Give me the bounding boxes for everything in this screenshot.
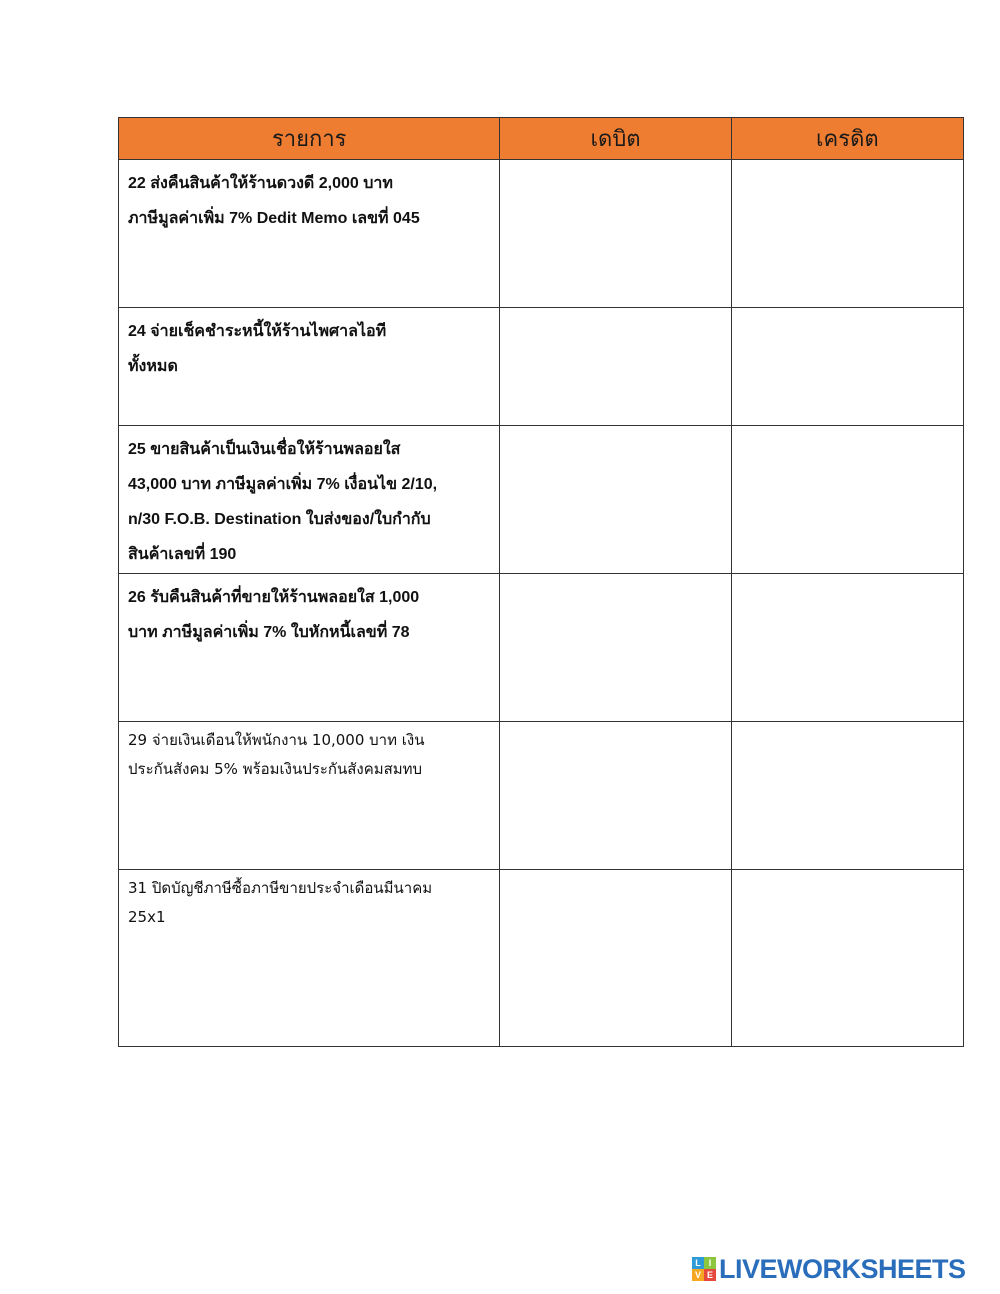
transaction-description <box>119 722 500 870</box>
brand-name: LIVEWORKSHEETS <box>719 1253 966 1284</box>
table-row <box>119 722 964 870</box>
description-line: 26 รับคืนสินค้าที่ขายให้ร้านพลอยใส 1,000 <box>128 589 420 606</box>
transaction-description <box>119 574 500 722</box>
header-debit: เดบิต <box>500 118 731 160</box>
credit-entry-cell[interactable] <box>731 574 963 722</box>
debit-entry-cell[interactable] <box>500 160 731 308</box>
debit-entry-cell[interactable] <box>500 722 731 870</box>
liveworksheets-brand <box>692 1255 966 1283</box>
credit-entry-cell[interactable] <box>731 722 963 870</box>
journal-table <box>118 117 964 1047</box>
table-header-row <box>119 118 964 160</box>
credit-entry-cell[interactable] <box>731 308 963 426</box>
description-line: 24 จ่ายเช็คชำระหนี้ให้ร้านไพศาลไอที <box>128 323 387 340</box>
table-row <box>119 160 964 308</box>
debit-entry-cell[interactable] <box>500 426 731 574</box>
debit-entry-cell[interactable] <box>500 574 731 722</box>
description-line: 25x1 <box>128 908 166 926</box>
description-line: สินค้าเลขที่ 190 <box>128 546 237 563</box>
credit-entry-cell[interactable] <box>731 426 963 574</box>
description-line: 31 ปิดบัญชีภาษีซื้อภาษีขายประจำเดือนมีนาคม <box>128 879 433 897</box>
table-row <box>119 308 964 426</box>
debit-entry-cell[interactable] <box>500 308 731 426</box>
description-line: ภาษีมูลค่าเพิ่ม 7% Dedit Memo เลขที่ 045 <box>128 210 420 227</box>
header-credit: เครดิต <box>731 118 963 160</box>
transaction-description <box>119 308 500 426</box>
table-row <box>119 574 964 722</box>
transaction-description <box>119 426 500 574</box>
credit-entry-cell[interactable] <box>731 160 963 308</box>
transaction-description <box>119 160 500 308</box>
description-line: ประกันสังคม 5% พร้อมเงินประกันสังคมสมทบ <box>128 760 423 778</box>
table-row <box>119 870 964 1047</box>
description-line: บาท ภาษีมูลค่าเพิ่ม 7% ใบหักหนี้เลขที่ 78 <box>128 624 410 641</box>
description-line: 22 ส่งคืนสินค้าให้ร้านดวงดี 2,000 บาท <box>128 175 393 192</box>
header-description: รายการ <box>119 118 500 160</box>
debit-entry-cell[interactable] <box>500 870 731 1047</box>
description-line: 29 จ่ายเงินเดือนให้พนักงาน 10,000 บาท เงิน <box>128 731 425 749</box>
description-line: ทั้งหมด <box>128 358 178 375</box>
description-line: 25 ขายสินค้าเป็นเงินเชื่อให้ร้านพลอยใส <box>128 441 401 458</box>
table-row <box>119 426 964 574</box>
liveworksheets-logo-icon: L I V E <box>692 1257 716 1281</box>
description-line: 43,000 บาท ภาษีมูลค่าเพิ่ม 7% เงื่อนไข 2/10, <box>128 476 438 493</box>
transaction-description <box>119 870 500 1047</box>
description-line: n/30 F.O.B. Destination ใบส่งของ/ใบกำกับ <box>128 511 431 528</box>
credit-entry-cell[interactable] <box>731 870 963 1047</box>
